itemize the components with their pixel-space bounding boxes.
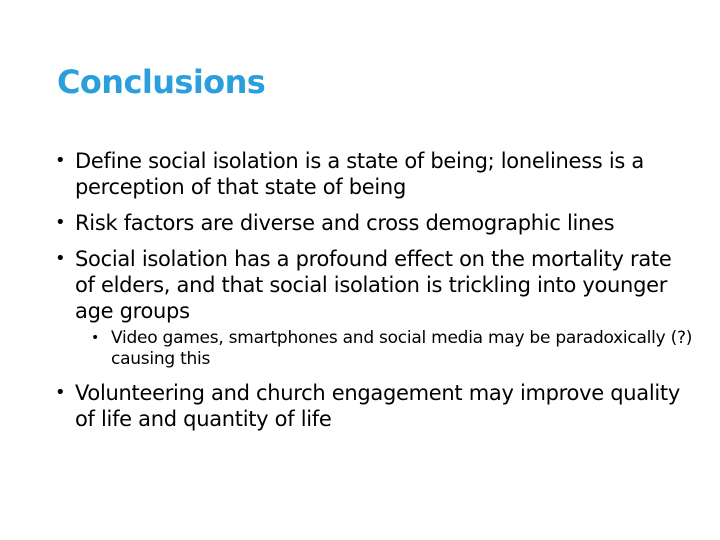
bullet-text: Risk factors are diverse and cross demographic lines xyxy=(75,211,615,235)
bullet-text: Social isolation has a profound effect on the mortality rate of elders, and that social isolation is trickling into younger age groups xyxy=(75,247,672,323)
bullet-dot-icon: • xyxy=(55,150,66,171)
sub-bullet-list xyxy=(75,328,695,370)
sub-bullet-text: Video games, smartphones and social media may be paradoxically (?) causing this xyxy=(111,328,693,369)
sub-bullet-item xyxy=(91,328,695,370)
bullet-dot-icon: • xyxy=(55,382,66,403)
bullet-text: Define social isolation is a state of being; loneliness is a perception of that state of being xyxy=(75,149,644,199)
bullet-item xyxy=(55,246,695,370)
bullet-item xyxy=(55,210,695,236)
sub-bullet-dot-icon: • xyxy=(91,330,100,346)
slide-title: Conclusions xyxy=(57,63,266,101)
bullet-text: Volunteering and church engagement may improve quality of life and quantity of life xyxy=(75,381,680,431)
bullet-item xyxy=(55,148,695,200)
bullet-dot-icon: • xyxy=(55,212,66,233)
bullet-list xyxy=(55,148,695,442)
bullet-item xyxy=(55,380,695,432)
bullet-dot-icon: • xyxy=(55,248,66,269)
